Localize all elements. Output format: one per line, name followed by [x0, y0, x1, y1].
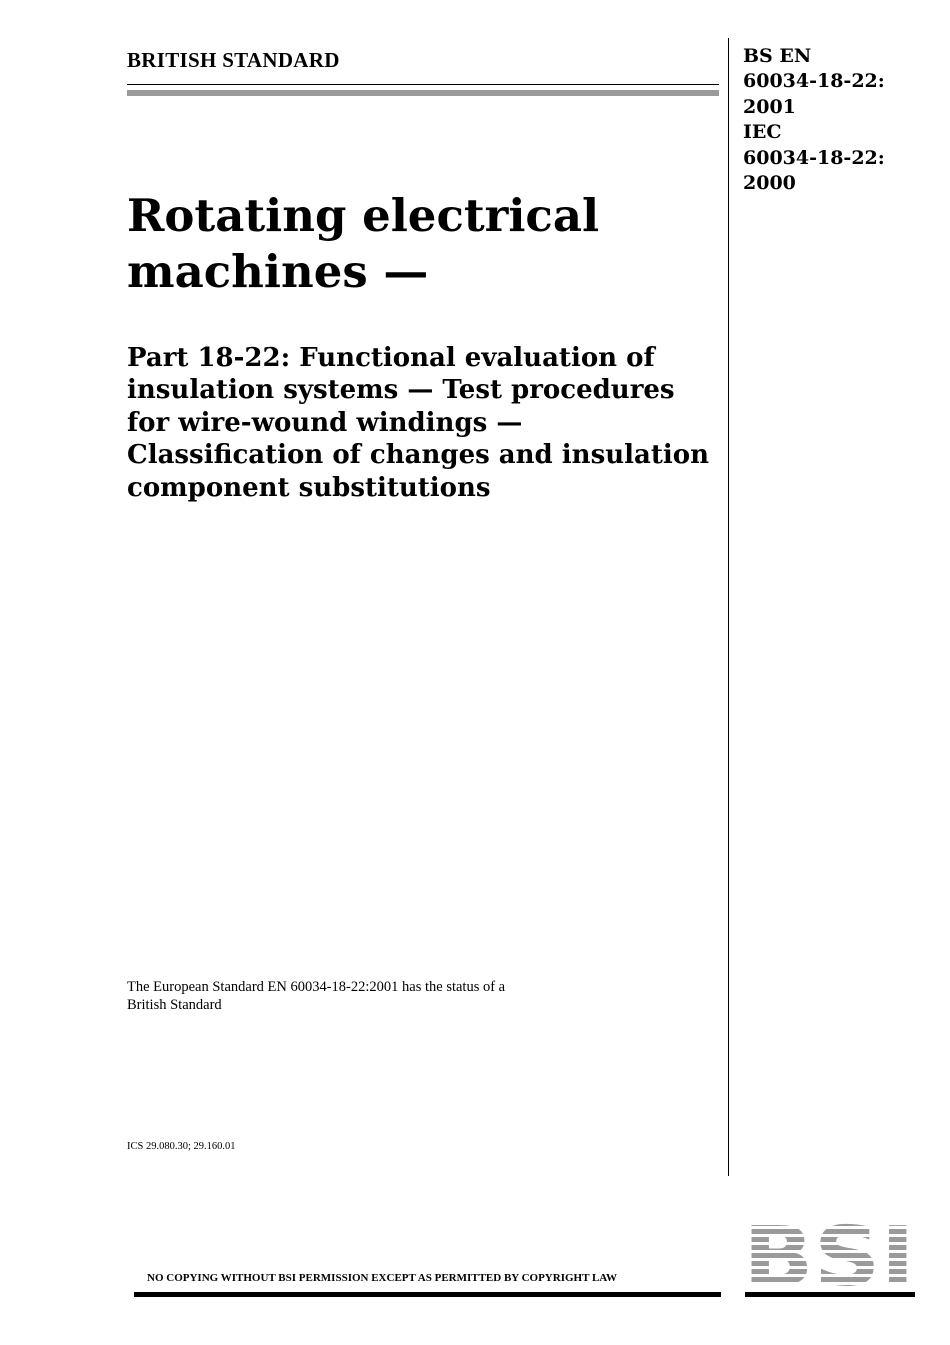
status-line: British Standard — [127, 997, 222, 1013]
bsi-logo-icon — [745, 1221, 915, 1297]
standard-numbers — [743, 44, 885, 196]
standard-number-line: 60034-18-22: — [743, 70, 885, 93]
document-subtitle — [127, 342, 727, 504]
standard-number-line: BS EN — [743, 45, 812, 67]
document-title — [127, 188, 727, 300]
vertical-divider — [728, 38, 729, 1176]
standard-number-line: IEC — [743, 121, 782, 144]
subtitle-line: Part 18-22: Functional evaluation of — [127, 343, 655, 373]
standard-number-line: 2000 — [743, 172, 796, 195]
standard-number-line: 2001 — [743, 95, 796, 118]
header-label: BRITISH STANDARD — [127, 48, 340, 72]
copyright-notice: NO COPYING WITHOUT BSI PERMISSION EXCEPT AS PERMITTED BY COPYRIGHT LAW — [147, 1272, 618, 1284]
subtitle-line: Classification of changes and insulation — [127, 440, 709, 471]
status-line: The European Standard EN 60034-18-22:2001 has the status of a — [127, 979, 506, 995]
status-statement — [127, 978, 505, 1014]
ics-code: ICS 29.080.30; 29.160.01 — [127, 1141, 236, 1152]
standard-number-line: 60034-18-22: — [743, 146, 885, 169]
header-rule-grey — [127, 90, 719, 96]
subtitle-line: insulation systems — Test procedures — [127, 375, 675, 406]
title-line: machines — — [127, 245, 429, 298]
header-rule-thin — [127, 84, 719, 85]
footer-rule — [134, 1292, 721, 1297]
subtitle-line: for wire-wound windings — — [127, 407, 523, 438]
title-line: Rotating electrical — [127, 189, 600, 242]
subtitle-line: component substitutions — [127, 472, 491, 503]
